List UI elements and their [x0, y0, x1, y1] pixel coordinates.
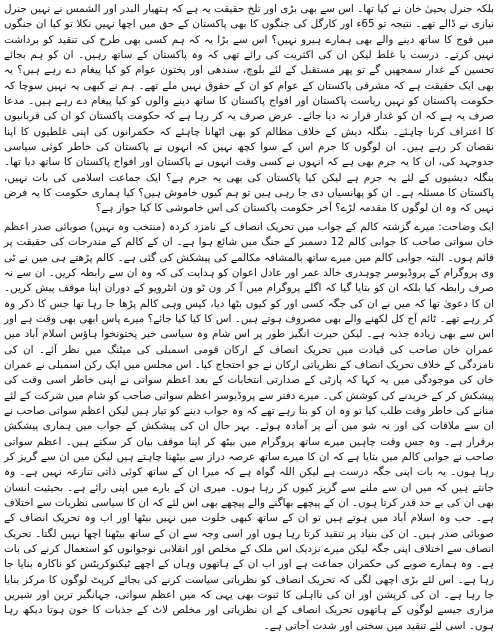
article-paragraph-1: بلکہ جنرل یحییٰ خان نے کیا تھا۔ اس سے بھی بڑی اور تلخ حقیقت یہ ہے کہ ہتھیار البدر اور الشمس نے نہیں جنرل نیازی نے ڈالے تھے۔ نتیجہ تو 65ء اور کارگل کی جنگوں کا بھی پاکستان کے حق میں اچھا نہیں نکلا تو کیا ان جنگوں میں فوج کا ساتھ دینے والے بھی ہمارے ہیرو نہیں؟ اس سے بڑا یہ کہ ہم کسی بھی طرح کی تنقید کو برداشت نہیں کرتے۔ درست یا غلط لیکن ان کی اکثریت کی رائے تھی کہ وہ پاکستان کے ساتھ رہیں۔ ان کو ہم بجائے تحسین کے غدار سمجھیں گے تو پھر مستقبل کے لئے بلوچ، سندھی اور پختون عوام کو کیا پیغام دے رہے ہیں؟ یہ بھی ایک حقیقت ہے کہ مشرقی پاکستان کے عوام کو ان کے حقوق نہیں ملے تھے۔ ہم نے کبھی یہ نہیں سوچا کہ حکومت پاکستان کو نہیں ریاست پاکستان اور افواج پاکستان کا ساتھ دینے والوں کو کیا پیغام دے رہے ہیں۔ مدعا صرف یہ ہے کہ ان کو غدار قرار نہ دیا جائے۔ عرض صرف یہ کر رہا ہے کہ حکومت پاکستان کو ان کی قربانیوں کا اعتراف کرنا چاہئے۔ بنگلہ دیش کے خلاف مظالم کو بھی اٹھانا چاہئے کہ حکمرانوں کی اپنی غلطیوں کا اپنا نقصان کر رہے ہیں۔ ان لوگوں کا جرم اس کے سوا کچھ نہیں کہ انہوں نے پاکستان کی خاطر کوئی سیاسی جدوجہد کی، ان کا یہ جرم بھی ہے کہ انہوں نے کسی وقت انہوں نے پاکستان اور افواج پاکستان کا ساتھ دیا تھا۔ بنگلہ دیشیوں کے لئے یہ جرم ہے لیکن کیا پاکستان کی بھی یہ جرم ہے؟ ایک جماعت اسلامی کی بات نہیں، پاکستان کا مسئلہ ہے۔ ان کو پھانسیاں دی جا رہی ہیں تو ہم کیوں خاموش ہیں؟ کیا ہماری حکومت کا یہ فرض نہیں کہ وہ ان لوگوں کا مقدمہ لڑے؟ آخر حکومت پاکستان کی اس خاموشی کا کیا جواز ہے؟ — [4, 3, 494, 215]
article-paragraph-2: ایک وضاحت: میرے گزشتہ کالم کے جواب میں تحریک انصاف کے نامزد کردہ (منتخب وہ نہیں) صوبائی صدر اعظم خان سواتی صاحب کا جوابی کالم 12 دسمبر کے جنگ میں شائع ہوا ہے۔ ان کے کالم کے مندرجات کی حقیقت پر قائم ہوں۔ البتہ جوابی کالم میں میرے ساتھ بالمشافہ مکالمے کی پیشکش کی گئی ہے۔ کالم پڑھتے ہی میں نے ٹی وی پروگرام کے پروڈیوسر چوہدری خالد عمر اور عادل اعوان کو ہدایت کی کہ وہ ان سے رابطہ کریں۔ ان سے نہ صرف رابطہ کیا بلکہ ان کو بتایا گیا کہ اگلے پروگرام میں آ کر ون ٹو ون انٹرویو کے دوران اپنا موقف پیش کریں۔ ان کا دعویٰ تھا کہ میں نے ان کی جگہ کسی اور کو کیوں بٹھا دیا، کیس وہی کالم پڑھا جا رہا تھا جس کا ذکر وہ کر رہے تھے۔ ٹائم آج کل لکھنے والے بھی مصروف ہوتے ہیں۔ اس کا کیا کیا جائے؟ میرے پاس ابھی بھی وقت ہے اور اس سے بھی زیادہ جذبہ ہے۔ لیکن حیرت انگیز طور پر اس شام وہ سیاسی خیر پختونخوا ہاؤس اسلام آباد میں عمران خان صاحب کی قیادت میں تحریک انصاف کے ارکان قومی اسمبلی کی میٹنگ میں نظر آئے۔ ان کی نامزدگی کے خلاف تحریک انصاف کے نظریاتی ارکان نے جو احتجاج کیا۔ اس مجلس میں ایک رکن اسمبلی نے عمران خان کی موجودگی میں یہ کہا کہ پارٹی کے صدارتی انتخابات کے بعد اعظم سواتی نے اپنی خاطر اسی وقت کی پیشکش کر کے خریدنے کی کوشش کی۔ میرے دفتر سے پروڈیوسر اعظم سواتی صاحب کو شام میں شرکت کے لئے منانے کی خاطر وقت طلب کیا تو وہ ان کو بتا رہے تھے کہ وہ جواب دینے کو تیار ہیں لیکن اعظم سواتی صاحب نے ان سے ملاقات کی اور نہ شو میں آنے پر آمادہ ہوئے۔ بہر حال ان کی پیشکش کے جواب میں ہماری پیشکش برقرار ہے۔ وہ جس وقت چاہیں میرے ساتھ پروگرام میں بیٹھ کر اپنا موقف بیان کر سکتے ہیں۔ اعظم سواتی صاحب نے جوابی کالم میں بتایا ہے کہ ان کا میرے ساتھ عرصہ دراز سے بیٹھنا چاہتے ہیں لیکن میں ان سے گریز کر رہا ہوں۔ یہ بات اپنی جگہ درست ہے لیکن اللہ گواہ ہے کہ میرا ان کے ساتھ کوئی ذاتی تنازعہ نہیں ہے۔ وہ جانتے ہیں کہ میں ان سے ملنے سے گریز کیوں کر رہا ہوں۔ میری ان کے بارے میں اپنی رائے ہے۔ بحیثیت انسان بھی ان کی بے حد قدر کرتا ہوں۔ ان کے پیچھے بھاگنے والے پیچھے بھی اس لئے کہ ان کا سیاسی نظریات سے اختلاف ہے۔ جب وہ اسلام آباد میں ہوتے ہیں تو ان کے ساتھ کبھی خلوت میں نہیں بیٹھا اور اب وہ تحریک انصاف کے صوبائی صدر ہیں۔ ان کی بنیاد پر تنقید کرتا رہا ہوں اور اسی وجہ سے ان کے ساتھ بیٹھنا اچھا نہیں لگتا۔ تحریک انصاف سے اختلاف اپنی جگہ لیکن میرے نزدیک اس ملک کے مخلص اور انقلابی نوجوانوں کو استعمال کرنے کی بات ہے۔ وہ ہمارے صوبے کی حکمران جماعت ہے اور اب ان کے ہاتھوں وہاں کے اچھے ٹیکنوکریٹس کو ناکارہ بنایا جا رہا ہے۔ اس لئے بڑی اچھی لگی کہ تحریک انصاف کو نظریاتی سیاست کرنے کی بجائے کرپٹ لوگوں کا مرکز بنایا جا رہا ہے۔ ان کی کرپشن اور ان کی نااہلی کا ثبوت بھی یہی کہ میں اعظم سواتی، جہانگیر ترین اور شیریں مزاری جیسے لوگوں کے ہاتھوں تحریک انصاف کے ان نظریاتی اور مخلص لاٹ کے جذبات کا خون ہوتا دیکھ رہا ہوں۔ اسی لئے تنقید میں سختی اور شدت آجاتی ہے۔ — [4, 220, 495, 632]
